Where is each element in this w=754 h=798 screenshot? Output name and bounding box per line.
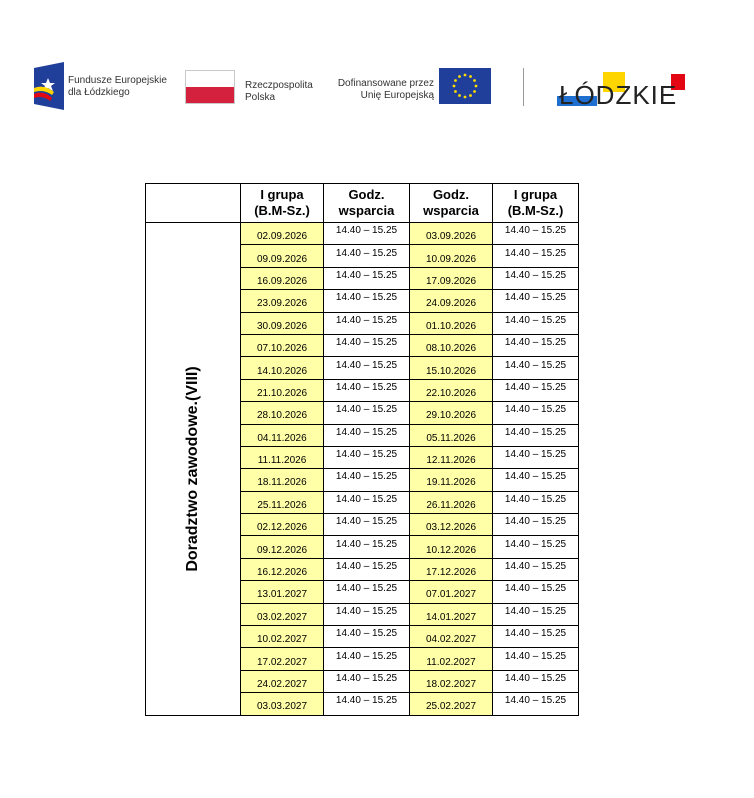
hours-cell-1: 14.40 – 15.25: [324, 267, 410, 289]
hours-cell-1: 14.40 – 15.25: [324, 312, 410, 334]
date-cell-group-2: 17.12.2026: [410, 558, 493, 580]
hours-cell-1: 14.40 – 15.25: [324, 536, 410, 558]
fe-star-icon: [34, 62, 64, 110]
hours-cell-2: 14.40 – 15.25: [493, 357, 579, 379]
fe-line2: dla Łódzkiego: [68, 87, 130, 98]
eu-line2: Unię Europejską: [360, 90, 434, 101]
date-cell-group-1: 25.11.2026: [241, 491, 324, 513]
hours-cell-2: 14.40 – 15.25: [493, 536, 579, 558]
date-cell-group-1: 04.11.2026: [241, 424, 324, 446]
hours-cell-1: 14.40 – 15.25: [324, 402, 410, 424]
hours-cell-2: 14.40 – 15.25: [493, 491, 579, 513]
date-cell-group-1: 23.09.2026: [241, 290, 324, 312]
header-hours-1: Godz. wsparcia: [324, 184, 410, 223]
date-cell-group-2: 12.11.2026: [410, 446, 493, 468]
lodzkie-wordmark: ŁÓDZKIE: [559, 80, 678, 110]
hours-cell-1: 14.40 – 15.25: [324, 491, 410, 513]
hours-cell-2: 14.40 – 15.25: [493, 648, 579, 670]
hours-cell-1: 14.40 – 15.25: [324, 334, 410, 356]
date-cell-group-2: 08.10.2026: [410, 334, 493, 356]
hours-cell-2: 14.40 – 15.25: [493, 670, 579, 692]
date-cell-group-2: 11.02.2027: [410, 648, 493, 670]
header-group-2: I grupa (B.M-Sz.): [493, 184, 579, 223]
logo-bar: [0, 60, 754, 120]
hours-cell-1: 14.40 – 15.25: [324, 469, 410, 491]
eu-star: [453, 85, 456, 88]
date-cell-group-1: 18.11.2026: [241, 469, 324, 491]
hours-cell-1: 14.40 – 15.25: [324, 670, 410, 692]
eu-star: [469, 75, 472, 78]
hours-cell-2: 14.40 – 15.25: [493, 581, 579, 603]
date-cell-group-2: 29.10.2026: [410, 402, 493, 424]
polish-flag-icon: [185, 70, 235, 104]
hours-cell-1: 14.40 – 15.25: [324, 626, 410, 648]
date-cell-group-2: 26.11.2026: [410, 491, 493, 513]
date-cell-group-2: 05.11.2026: [410, 424, 493, 446]
date-cell-group-2: 04.02.2027: [410, 626, 493, 648]
eu-star: [473, 79, 476, 82]
hours-cell-2: 14.40 – 15.25: [493, 312, 579, 334]
hours-cell-2: 14.40 – 15.25: [493, 424, 579, 446]
schedule-table: [145, 183, 579, 716]
hours-cell-1: 14.40 – 15.25: [324, 290, 410, 312]
eu-star: [464, 96, 467, 99]
date-cell-group-2: 01.10.2026: [410, 312, 493, 334]
date-cell-group-1: 28.10.2026: [241, 402, 324, 424]
date-cell-group-1: 13.01.2027: [241, 581, 324, 603]
hours-cell-2: 14.40 – 15.25: [493, 290, 579, 312]
eu-star: [458, 75, 461, 78]
date-cell-group-2: 07.01.2027: [410, 581, 493, 603]
eu-flag-icon: [439, 68, 491, 104]
pl-line2: Polska: [245, 92, 276, 103]
hours-cell-1: 14.40 – 15.25: [324, 603, 410, 625]
date-cell-group-1: 07.10.2026: [241, 334, 324, 356]
date-cell-group-2: 18.02.2027: [410, 670, 493, 692]
lodzkie-logo: [553, 70, 693, 110]
pl-logo: [185, 70, 315, 110]
eu-star: [454, 90, 457, 93]
eu-logo: [334, 68, 494, 108]
eu-star: [454, 79, 457, 82]
date-cell-group-1: 02.09.2026: [241, 223, 324, 245]
hours-cell-1: 14.40 – 15.25: [324, 581, 410, 603]
pl-line1: Rzeczpospolita: [245, 80, 313, 91]
hours-cell-2: 14.40 – 15.25: [493, 446, 579, 468]
hours-cell-2: 14.40 – 15.25: [493, 402, 579, 424]
hours-cell-2: 14.40 – 15.25: [493, 626, 579, 648]
hours-cell-1: 14.40 – 15.25: [324, 693, 410, 715]
hours-cell-2: 14.40 – 15.25: [493, 693, 579, 715]
logo-divider: [523, 68, 524, 106]
hours-cell-1: 14.40 – 15.25: [324, 424, 410, 446]
header-row: [146, 184, 579, 223]
date-cell-group-1: 16.12.2026: [241, 558, 324, 580]
hours-cell-2: 14.40 – 15.25: [493, 469, 579, 491]
hours-cell-2: 14.40 – 15.25: [493, 603, 579, 625]
date-cell-group-2: 19.11.2026: [410, 469, 493, 491]
hours-cell-2: 14.40 – 15.25: [493, 379, 579, 401]
date-cell-group-1: 17.02.2027: [241, 648, 324, 670]
hours-cell-2: 14.40 – 15.25: [493, 223, 579, 245]
date-cell-group-2: 25.02.2027: [410, 693, 493, 715]
hours-cell-2: 14.40 – 15.25: [493, 267, 579, 289]
date-cell-group-1: 10.02.2027: [241, 626, 324, 648]
hours-cell-2: 14.40 – 15.25: [493, 334, 579, 356]
eu-star: [458, 94, 461, 97]
date-cell-group-1: 03.02.2027: [241, 603, 324, 625]
date-cell-group-2: 15.10.2026: [410, 357, 493, 379]
hours-cell-1: 14.40 – 15.25: [324, 223, 410, 245]
hours-cell-1: 14.40 – 15.25: [324, 446, 410, 468]
date-cell-group-1: 02.12.2026: [241, 514, 324, 536]
date-cell-group-1: 09.09.2026: [241, 245, 324, 267]
eu-star: [464, 74, 467, 77]
eu-star: [469, 94, 472, 97]
date-cell-group-2: 03.12.2026: [410, 514, 493, 536]
date-cell-group-2: 10.09.2026: [410, 245, 493, 267]
date-cell-group-1: 03.03.2027: [241, 693, 324, 715]
header-hours-2: Godz. wsparcia: [410, 184, 493, 223]
date-cell-group-1: 14.10.2026: [241, 357, 324, 379]
hours-cell-1: 14.40 – 15.25: [324, 245, 410, 267]
eu-line1: Dofinansowane przez: [337, 78, 434, 89]
table-row: [146, 223, 579, 245]
fe-line1: Fundusze Europejskie: [68, 75, 167, 86]
date-cell-group-1: 24.02.2027: [241, 670, 324, 692]
date-cell-group-2: 22.10.2026: [410, 379, 493, 401]
fe-logo: [34, 60, 174, 114]
date-cell-group-2: 03.09.2026: [410, 223, 493, 245]
date-cell-group-2: 10.12.2026: [410, 536, 493, 558]
hours-cell-2: 14.40 – 15.25: [493, 514, 579, 536]
date-cell-group-2: 17.09.2026: [410, 267, 493, 289]
header-blank: [146, 184, 241, 223]
header-group-1: I grupa (B.M-Sz.): [241, 184, 324, 223]
date-cell-group-2: 14.01.2027: [410, 603, 493, 625]
hours-cell-1: 14.40 – 15.25: [324, 558, 410, 580]
side-label-cell: [146, 223, 241, 716]
date-cell-group-1: 11.11.2026: [241, 446, 324, 468]
date-cell-group-1: 21.10.2026: [241, 379, 324, 401]
side-label: Doradztwo zawodowe.(VIII): [184, 366, 201, 572]
eu-star: [473, 90, 476, 93]
hours-cell-2: 14.40 – 15.25: [493, 245, 579, 267]
hours-cell-1: 14.40 – 15.25: [324, 648, 410, 670]
date-cell-group-1: 30.09.2026: [241, 312, 324, 334]
eu-star: [475, 85, 478, 88]
hours-cell-1: 14.40 – 15.25: [324, 357, 410, 379]
hours-cell-2: 14.40 – 15.25: [493, 558, 579, 580]
date-cell-group-2: 24.09.2026: [410, 290, 493, 312]
date-cell-group-1: 16.09.2026: [241, 267, 324, 289]
hours-cell-1: 14.40 – 15.25: [324, 514, 410, 536]
date-cell-group-1: 09.12.2026: [241, 536, 324, 558]
hours-cell-1: 14.40 – 15.25: [324, 379, 410, 401]
